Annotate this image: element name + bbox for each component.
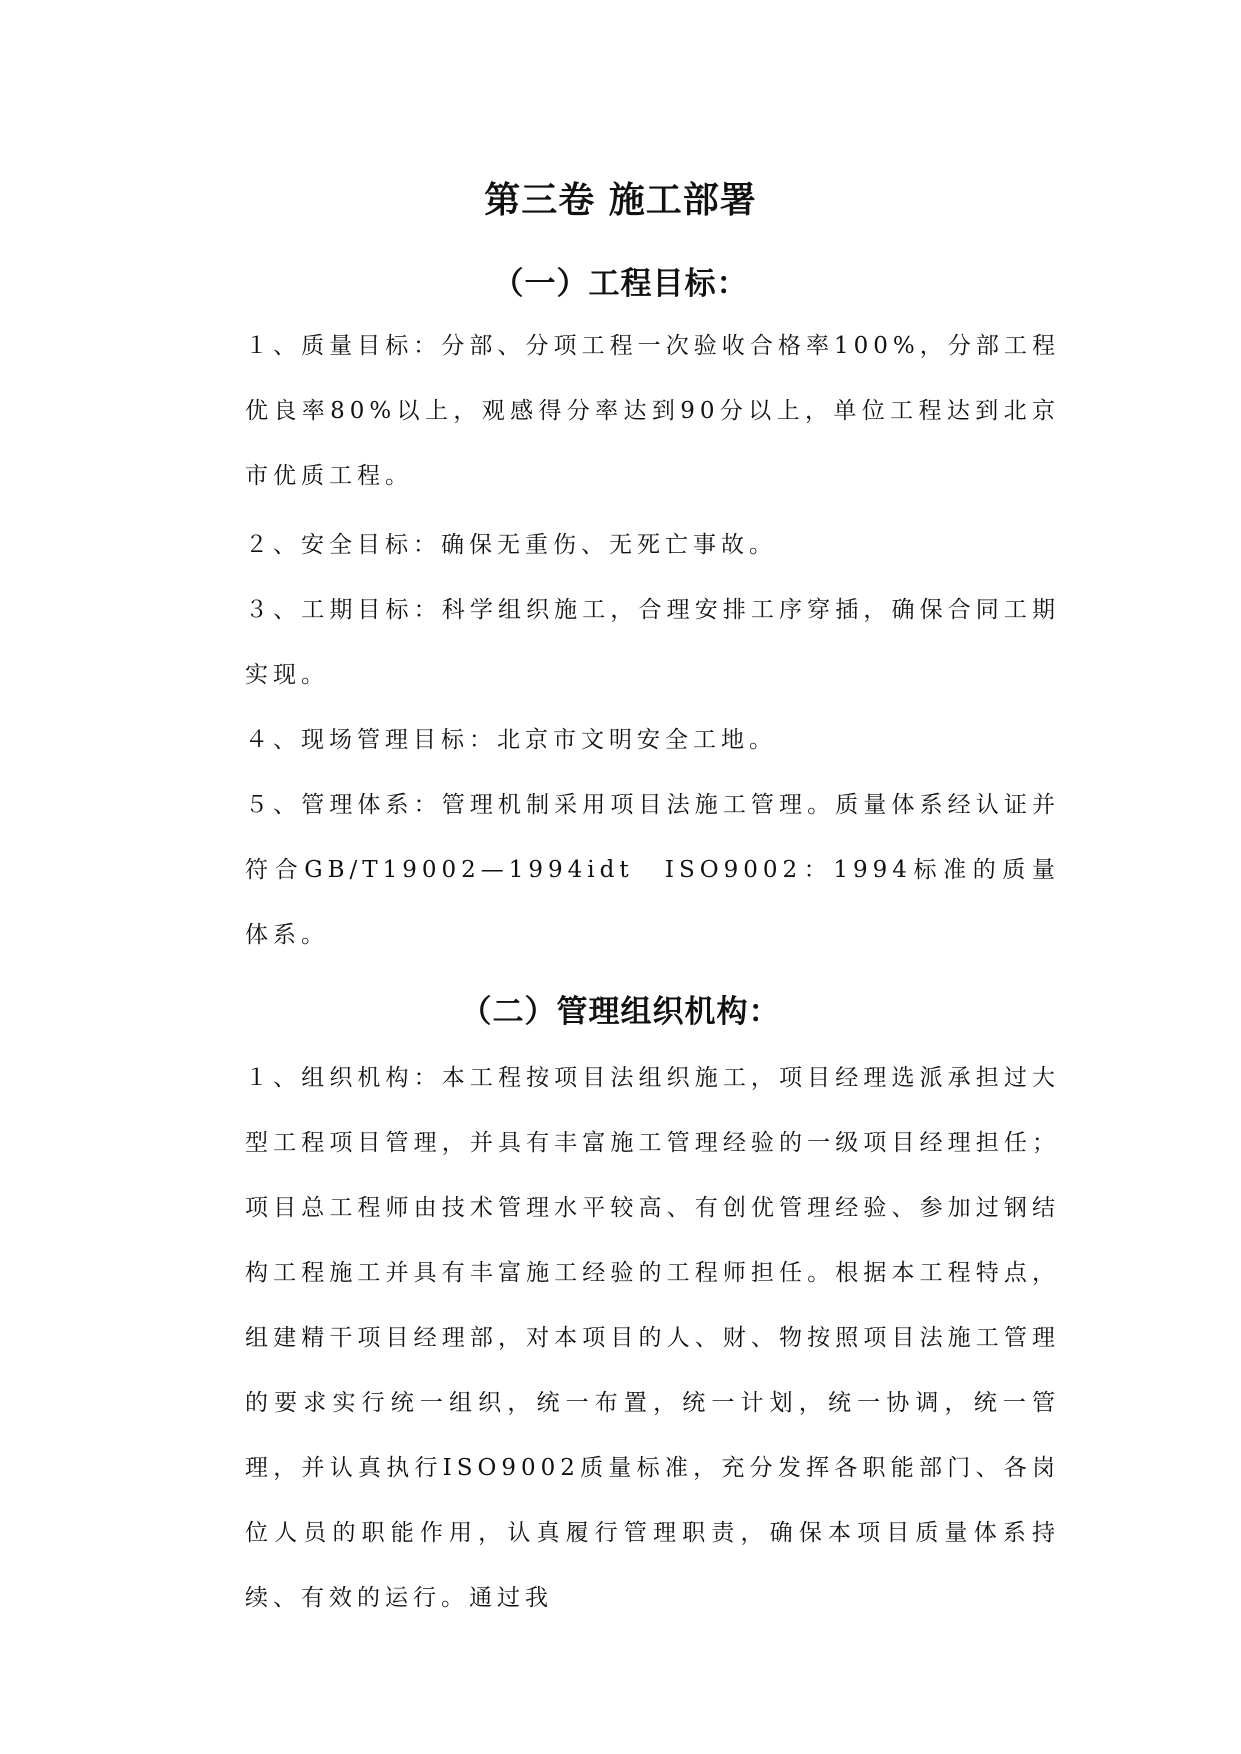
section-heading-goals: （一）工程目标： xyxy=(492,266,749,302)
paragraph-management-system: ５、管理体系：管理机制采用项目法施工管理。质量体系经认证并符合GB/T19002—1994idt ISO9002：1994标准的质量体系。 xyxy=(245,792,1060,948)
document-title: 第三卷 施工部署 xyxy=(484,180,757,221)
paragraph-organization-structure: １、组织机构：本工程按项目法组织施工，项目经理选派承担过大型工程项目管理，并具有丰富施工管理经验的一级项目经理担任；项目总工程师由技术管理水平较高、有创优管理经验、参加过钢结构工程施工并具有丰富施工经验的工程师担任。根据本工程特点，组建精干项目经理部，对本项目的人、财、物按照项目法施工管理的要求实行统一组织，统一布置，统一计划，统一协调，统一管理，并认真执行ISO9002质量标准，充分发挥各职能部门、各岗位人员的职能作用，认真履行管理职责，确保本项目质量体系持续、有效的运行。通过我 xyxy=(245,1065,1060,1611)
section-heading-organization: （二）管理组织机构： xyxy=(460,994,781,1030)
paragraph-quality-goal: １、质量目标：分部、分项工程一次验收合格率100%，分部工程优良率80%以上，观感得分率达到90分以上，单位工程达到北京市优质工程。 xyxy=(245,333,1060,489)
paragraph-schedule-goal: ３、工期目标：科学组织施工，合理安排工序穿插，确保合同工期实现。 xyxy=(245,597,1060,688)
paragraph-site-management-goal: ４、现场管理目标：北京市文明安全工地。 xyxy=(245,727,777,753)
paragraph-safety-goal: ２、安全目标：确保无重伤、无死亡事故。 xyxy=(245,532,777,558)
